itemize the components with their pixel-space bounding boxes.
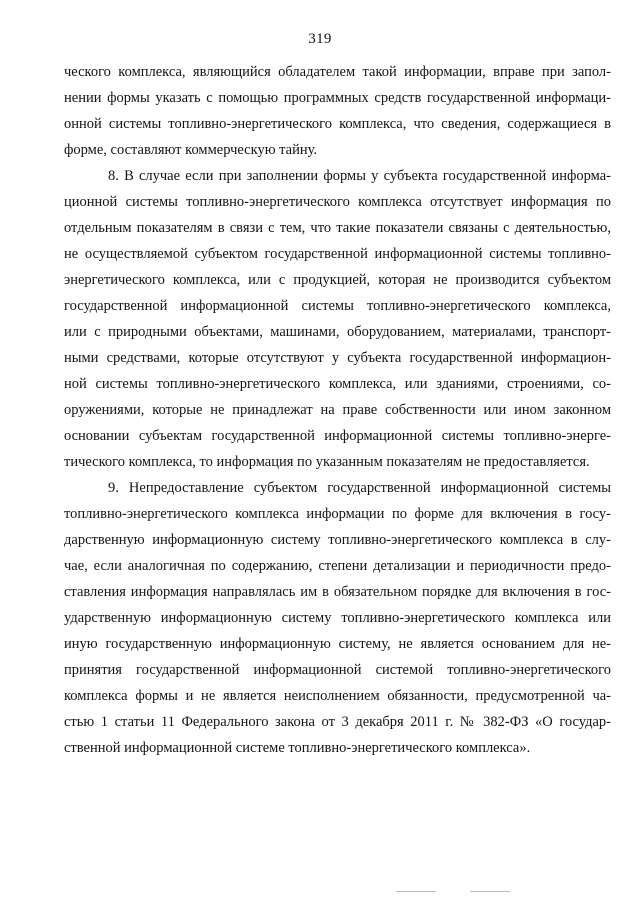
paragraph-9 xyxy=(64,475,611,761)
text-line: иную государственную информационную систему, не является основанием для не- xyxy=(64,636,611,652)
text-line: ставления информация направлялась им в обязательном порядке для включения в гос- xyxy=(64,584,611,600)
text-line: оружениями, которые не принадлежат на праве собственности или ином законном xyxy=(64,402,611,418)
text-line: не осуществляемой субъектом государственной информационной системы топливно- xyxy=(64,246,611,262)
text-line: ственной информационной системе топливно-энергетического комплекса». xyxy=(64,740,531,756)
text-line: стью 1 статьи 11 Федерального закона от 3 декабря 2011 г. № 382-ФЗ «О государ- xyxy=(64,714,611,730)
text-line: 9. Непредоставление субъектом государственной информационной системы xyxy=(108,480,611,496)
text-line: ционной системы топливно-энергетического комплекса отсутствует информация по xyxy=(64,194,611,210)
text-line: ческого комплекса, являющийся обладателем такой информации, вправе при запол- xyxy=(64,64,611,80)
text-line: комплекса формы и не является неисполнением обязанности, предусмотренной ча- xyxy=(64,688,611,704)
text-line: ной системы топливно-энергетического комплекса, или зданиями, строениями, со- xyxy=(64,376,611,392)
text-line: энергетического комплекса, или с продукцией, которая не производится субъектом xyxy=(64,272,611,288)
text-line: тического комплекса, то информация по указанным показателям не предоставляется. xyxy=(64,454,590,470)
paragraph-8 xyxy=(64,163,611,475)
document-body xyxy=(64,59,611,761)
text-line: принятия государственной информационной системой топливно-энергетического xyxy=(64,662,611,678)
text-line: нении формы указать с помощью программных средств государственной информаци- xyxy=(64,90,611,106)
text-line: основании субъектам государственной информационной системы топливно-энерге- xyxy=(64,428,611,444)
paragraph-continuation xyxy=(64,59,611,163)
text-line: государственной информационной системы топливно-энергетического комплекса, xyxy=(64,298,611,314)
text-line: ными средствами, которые отсутствуют у субъекта государственной информацион- xyxy=(64,350,611,366)
text-line: онной системы топливно-энергетического комплекса, что сведения, содержащиеся в xyxy=(64,116,611,132)
text-line: топливно-энергетического комплекса информации по форме для включения в госу- xyxy=(64,506,611,522)
text-line: 8. В случае если при заполнении формы у субъекта государственной информа- xyxy=(108,168,611,184)
text-line: ударственную информационную систему топливно-энергетического комплекса или xyxy=(64,610,611,626)
text-line: отдельным показателям в связи с тем, что такие показатели связаны с деятельностью, xyxy=(64,220,611,236)
text-line: форме, составляют коммерческую тайну. xyxy=(64,142,318,158)
text-line: чае, если аналогичная по содержанию, степени детализации и периодичности предо- xyxy=(64,558,611,574)
text-line: или с природными объектами, машинами, оборудованием, материалами, транспорт- xyxy=(64,324,611,340)
page-number: 319 xyxy=(308,31,332,47)
scan-mark xyxy=(470,891,510,892)
scan-mark xyxy=(396,891,436,892)
text-line: дарственную информационную систему топливно-энергетического комплекса в слу- xyxy=(64,532,611,548)
